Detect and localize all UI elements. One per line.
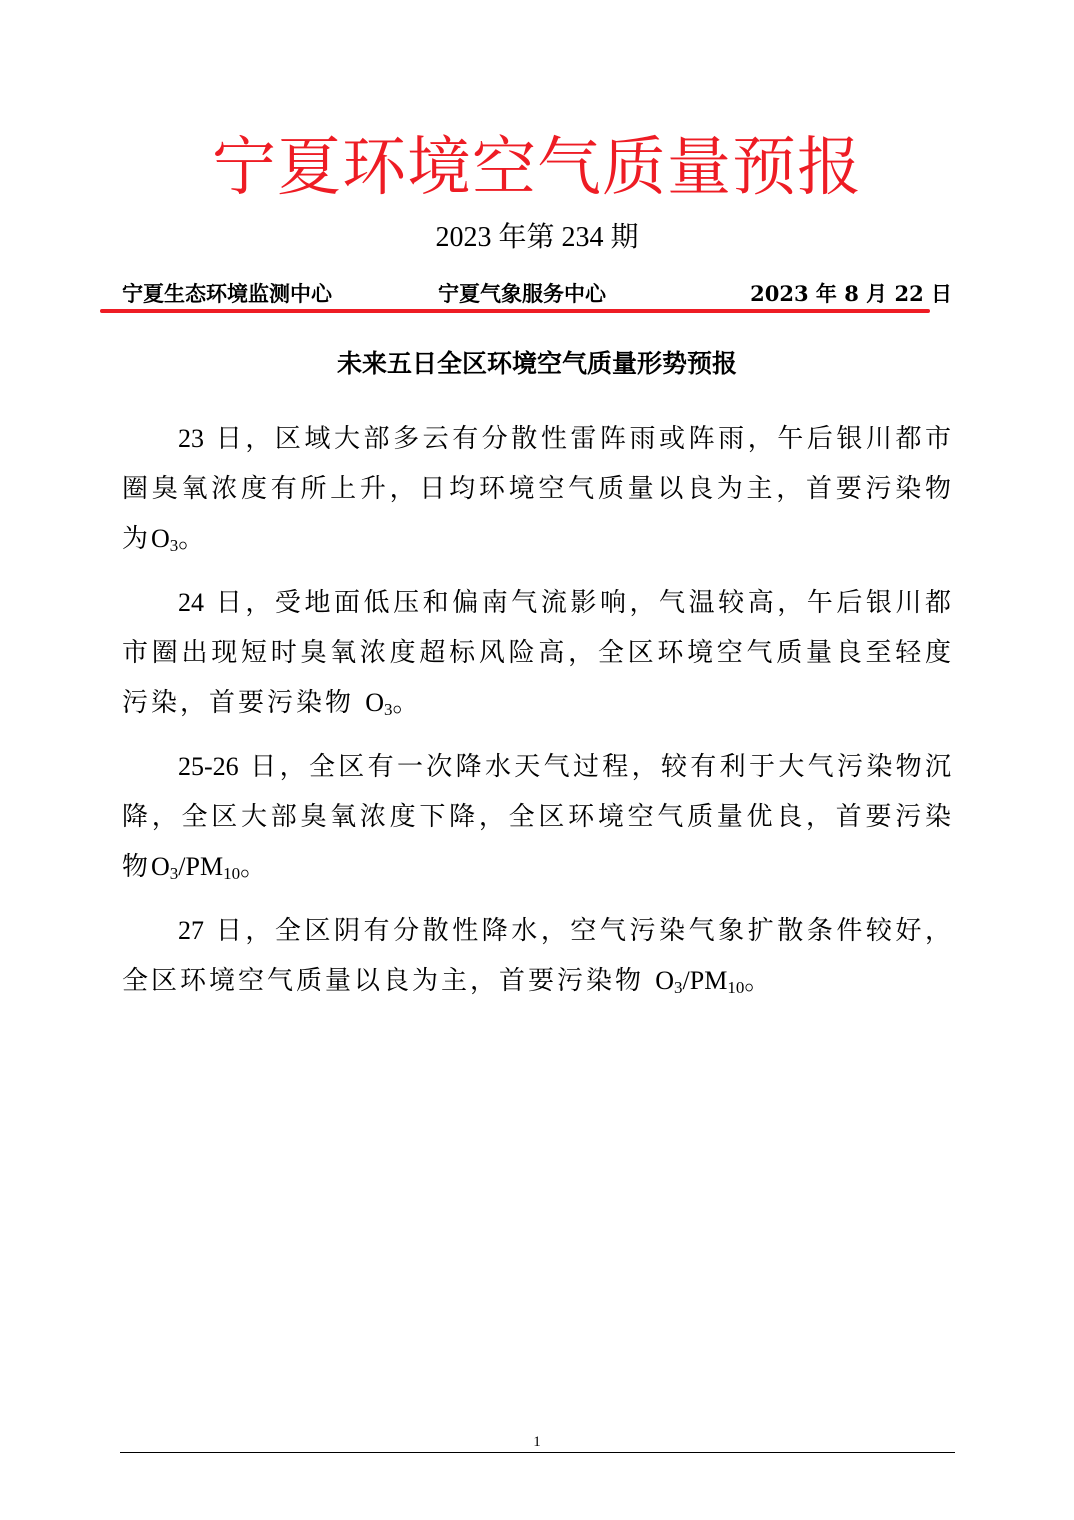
sentence-end: 。 (392, 688, 422, 718)
forecast-text: 日，全区阴有分散性降水，空气污染气象扩散条件较好，全区环境空气质量以良为主，首要污染物 (122, 916, 954, 996)
forecast-day-label: 23 (178, 424, 204, 453)
pollutant-subscript: 3 (169, 864, 179, 883)
red-divider-line (100, 309, 930, 313)
pollutant-symbol: O (365, 688, 385, 717)
pollutant-symbol: O (151, 524, 170, 553)
pollutant-subscript: 3 (169, 536, 179, 555)
issue-number: 2023 年第 234 期 (435, 222, 639, 253)
pollutant-subscript-extra: 10 (727, 978, 745, 997)
footer-divider-line (120, 1452, 955, 1453)
pollutant-symbol: O (151, 852, 170, 881)
forecast-paragraph (122, 414, 954, 564)
sentence-end: 。 (178, 524, 208, 554)
pollutant-subscript: 3 (674, 978, 683, 997)
forecast-paragraph (122, 906, 954, 1006)
forecast-day-label: 24 (178, 588, 204, 617)
forecast-text: 日，区域大部多云有分散性雷阵雨或阵雨，午后银川都市圈臭氧浓度有所上升，日均环境空气质量以良为主，首要污染物为 (122, 424, 954, 554)
masthead-title: 宁夏环境空气质量预报 (212, 131, 862, 205)
pollutant-symbol-extra: /PM (682, 966, 728, 995)
pollutant-subscript: 3 (384, 700, 393, 719)
pollutant-symbol-extra: /PM (178, 852, 224, 881)
forecast-paragraph (122, 578, 954, 728)
forecast-text: 日，全区有一次降水天气过程，较有利于大气污染物沉降，全区大部臭氧浓度下降，全区环境空气质量优良，首要污染物 (122, 752, 954, 882)
pollutant-subscript-extra: 10 (223, 864, 241, 883)
pollutant-symbol: O (655, 966, 675, 995)
issuer-line (122, 278, 952, 310)
page-number: 1 (533, 1434, 541, 1450)
issue-date: 2023 年 8 月 22 日 (750, 281, 952, 306)
forecast-text: 日，受地面低压和偏南气流影响，气温较高，午后银川都市圈出现短时臭氧浓度超标风险高，全区环境空气质量良至轻度污染，首要污染物 (122, 588, 954, 718)
sentence-end: 。 (240, 852, 270, 882)
issuer-ecology-center: 宁夏生态环境监测中心 (122, 281, 332, 306)
forecast-day-label: 27 (178, 916, 204, 945)
forecast-paragraph (122, 742, 954, 892)
forecast-body (122, 414, 954, 1020)
forecast-day-label: 25-26 (178, 752, 239, 781)
section-title: 未来五日全区环境空气质量形势预报 (336, 349, 737, 378)
issuer-meteorology-center: 宁夏气象服务中心 (438, 281, 606, 306)
sentence-end: 。 (744, 966, 774, 996)
